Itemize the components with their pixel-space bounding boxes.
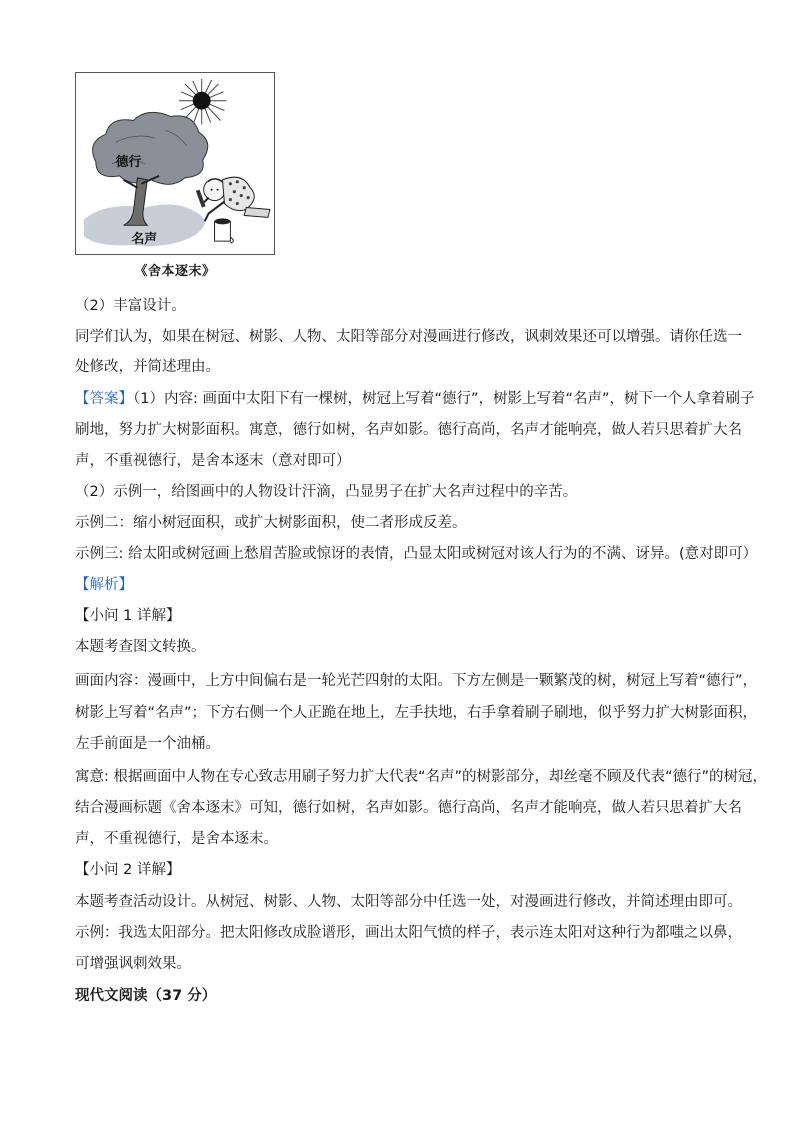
sub1-line2: 画面内容：漫画中，上方中间偏右是一轮光芒四射的太阳。下方左侧是一颗繁茂的树，树冠上写着“德行”， [75, 673, 758, 689]
tree-canopy [93, 112, 208, 184]
cartoon-caption: 《舍本逐末》 [134, 264, 216, 279]
answer-line4: （2）示例一，给图画中的人物设计汗滴，凸显男子在扩大名声过程中的辛苦。 [75, 484, 578, 500]
sub2-line2: 示例：我选太阳部分。把太阳修改成脸谱形，画出太阳气愤的样子，表示连太阳对这种行为都嗤之以鼻， [75, 925, 742, 941]
sub1-line6: 结合漫画标题《舍本逐末》可知，德行如树，名声如影。德行高尚，名声才能响亮，做人若只思着扩大名 [75, 800, 742, 816]
sub2-line3: 可增强讽刺效果。 [75, 956, 191, 972]
sun-icon [193, 92, 211, 110]
answer-line1 [75, 389, 755, 409]
paint-bucket-icon [215, 218, 234, 243]
answer-line2: 刷地，努力扩大树影面积。寓意，德行如树，名声如影。德行高尚，名声才能响亮，做人若只思着扩大名 [75, 422, 742, 438]
sub1-line5: 寓意: 根据画面中人物在专心致志用刷子努力扩大代表“名声”的树影部分，却丝毫不顾及代表“德行”的树冠， [75, 769, 768, 785]
q2-heading: （2）丰富设计。 [75, 298, 186, 314]
sub1-line3: 树影上写着“名声”；下方右侧一个人正跪在地上，左手扶地，右手拿着刷子刷地，似乎努力扩大树影面积， [75, 705, 758, 721]
q2-prompt-line1: 同学们认为，如果在树冠、树影、人物、太阳等部分对漫画进行修改，讽刺效果还可以增强。请你任选一 [75, 329, 742, 345]
answer-line3: 声，不重视德行，是舍本逐末（意对即可） [75, 453, 351, 469]
sub1-line1: 本题考查图文转换。 [75, 639, 206, 655]
sub1-heading: 【小问 1 详解】 [75, 608, 181, 624]
sub2-line1: 本题考查活动设计。从树冠、树影、人物、太阳等部分中任选一处，对漫画进行修改，并简述理由即可。 [75, 894, 742, 910]
sub1-line4: 左手前面是一个油桶。 [75, 736, 220, 752]
cartoon-drawing [76, 73, 274, 254]
answer-line5: 示例二：缩小树冠面积，或扩大树影面积，使二者形成反差。 [75, 515, 467, 531]
q2-prompt-line2: 处修改，并简述理由。 [75, 359, 220, 375]
sub2-heading: 【小问 2 详解】 [75, 862, 181, 878]
sub1-line7: 声，不重视德行，是舍本逐末。 [75, 831, 278, 847]
answer-tag: 【答案】 [75, 391, 133, 407]
man-figure [196, 177, 270, 221]
answer-line6: 示例三: 给太阳或树冠画上愁眉苦脸或惊讶的表情，凸显太阳或树冠对该人行为的不满、讶异。(意对即可） [75, 546, 758, 562]
cartoon-image [75, 72, 275, 255]
answer-text-1: （1）内容: 画面中太阳下有一棵树，树冠上写着“德行”，树影上写着“名声”，树下一个人拿着刷子 [133, 391, 755, 407]
tree-label: 德行 [115, 154, 142, 170]
analysis-tag: 【解析】 [75, 577, 133, 593]
shadow-label: 名声 [131, 232, 158, 248]
section-heading: 现代文阅读（37 分） [75, 988, 217, 1004]
